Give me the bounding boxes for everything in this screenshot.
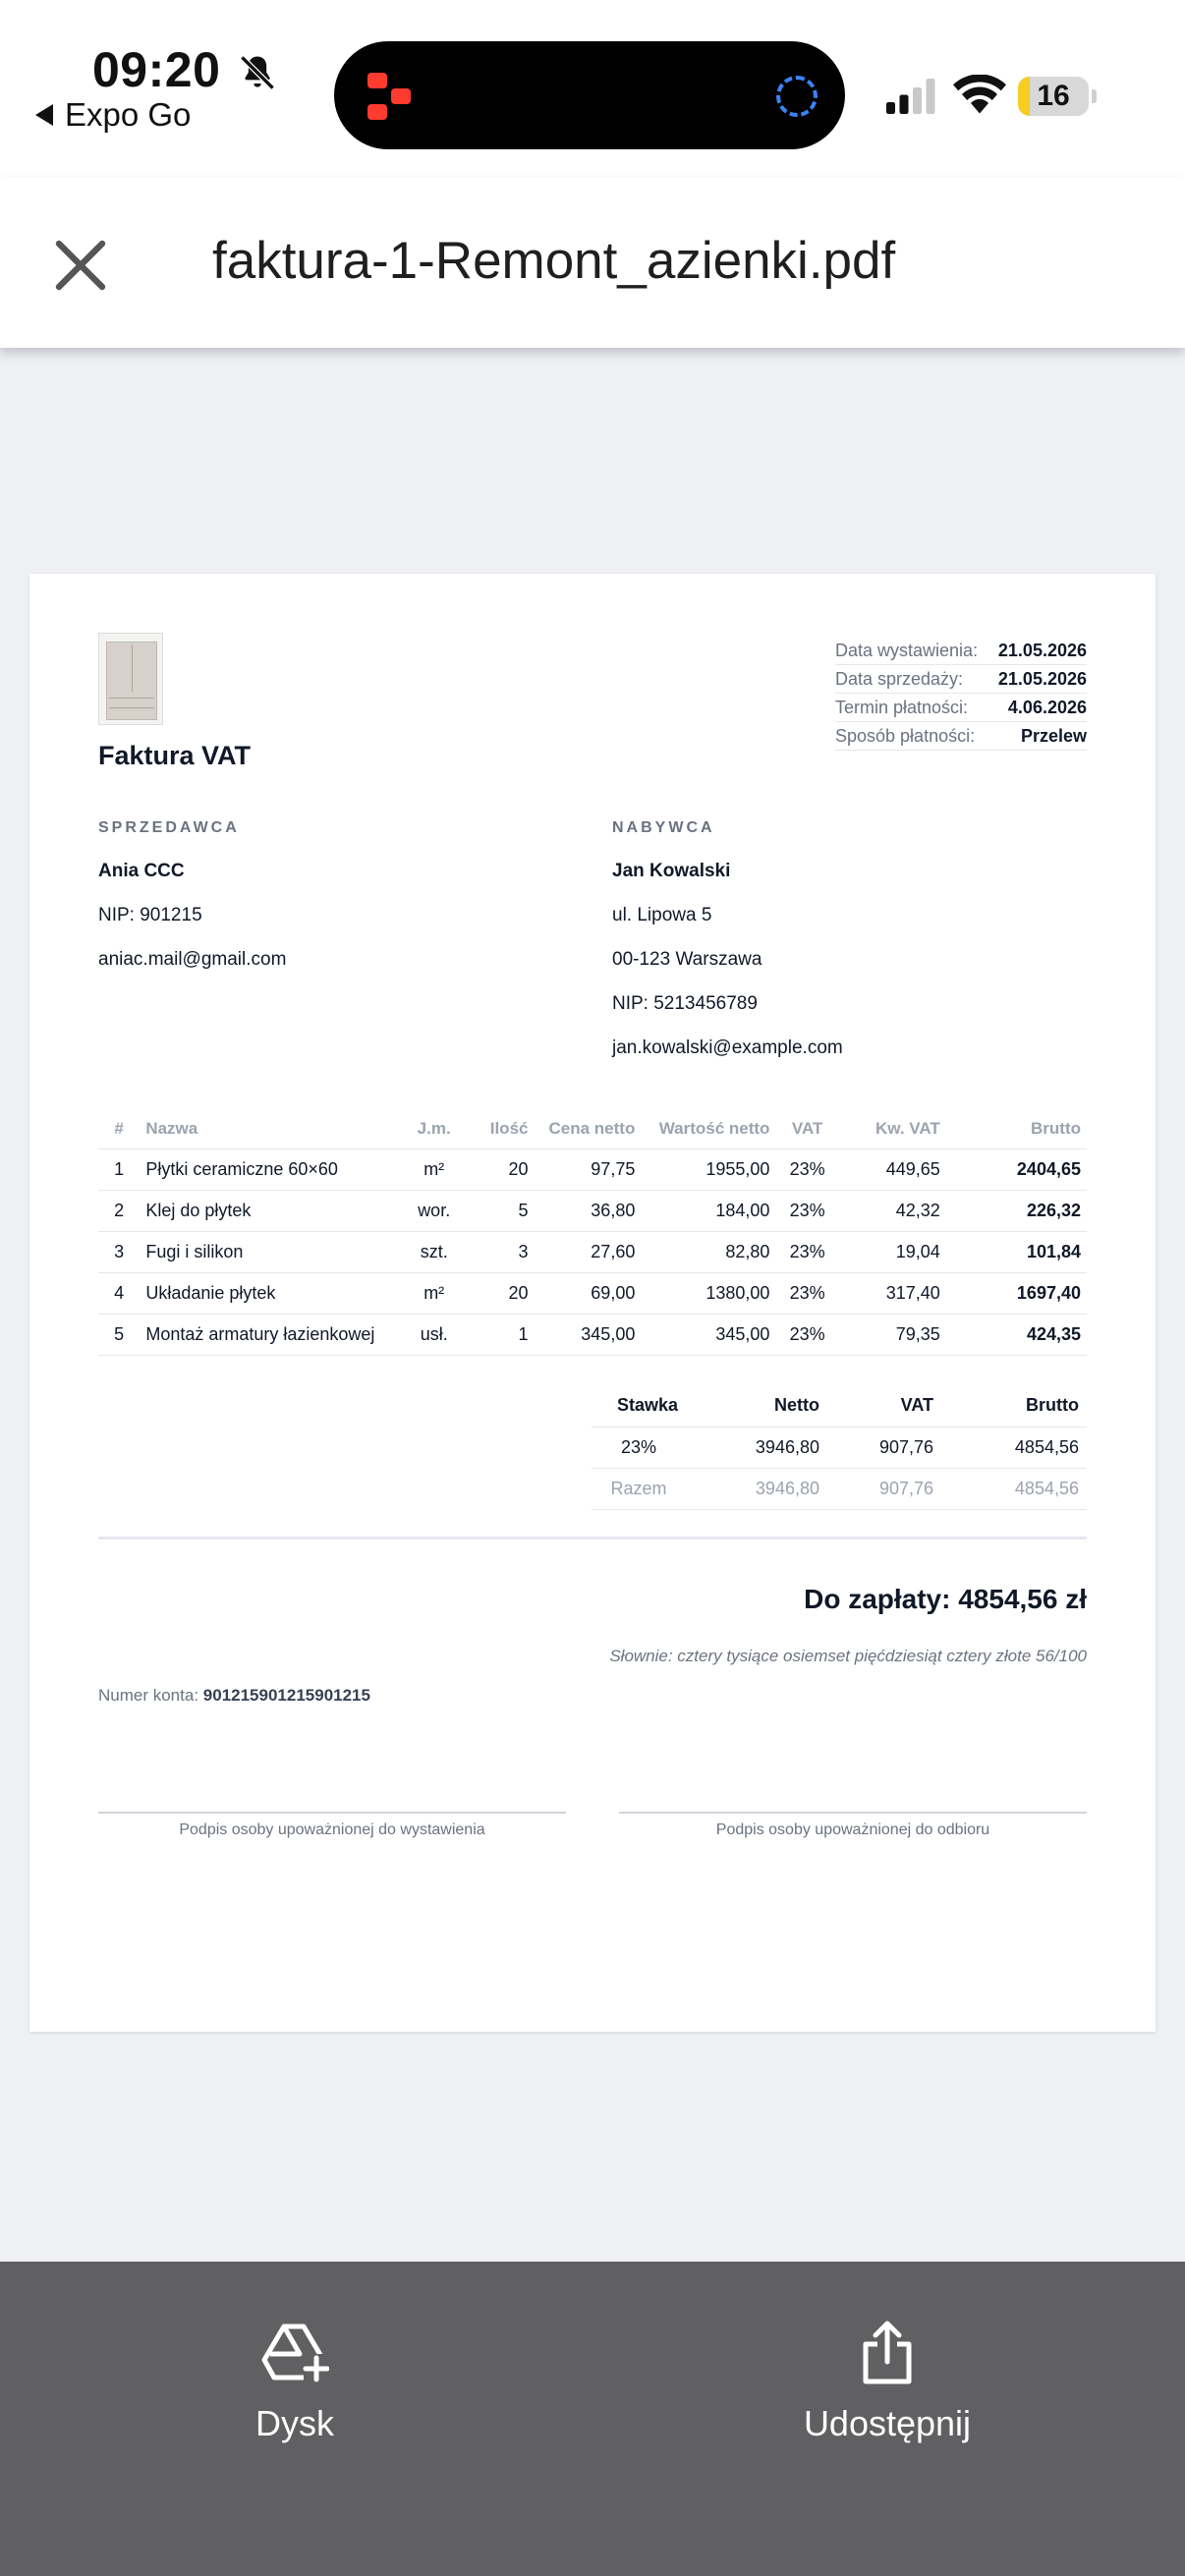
back-app-label: Expo Go [65, 96, 192, 133]
vat-summary-table [592, 1385, 1087, 1510]
signature-issuer: Podpis osoby upoważnionej do wystawienia [98, 1812, 566, 1839]
summary-header-cell: Stawka [616, 1395, 678, 1416]
buyer-city: 00-123 Warszawa [612, 949, 762, 970]
buyer-name: Jan Kowalski [612, 861, 731, 881]
meta-row [835, 637, 1087, 665]
meta-value: Przelew [1020, 726, 1087, 746]
table-cell: 1 [469, 1314, 535, 1355]
buyer-heading: NABYWCA [612, 819, 715, 836]
battery-tip [1092, 89, 1097, 103]
battery-icon [1018, 77, 1089, 116]
amount-due: Do zapłaty: 4854,56 zł [804, 1584, 1087, 1614]
buyer-block [612, 819, 1084, 1082]
column-header: # [98, 1109, 140, 1148]
column-header: Brutto [946, 1109, 1087, 1148]
table-row [98, 1148, 1087, 1190]
table-cell: 19,04 [839, 1231, 946, 1272]
table-cell: usł. [399, 1314, 469, 1355]
dynamic-island [334, 41, 845, 149]
summary-total-cell: Razem [592, 1468, 686, 1509]
items-table [98, 1109, 1087, 1356]
bell-slash-icon [236, 51, 279, 94]
meta-value: 21.05.2026 [997, 641, 1087, 660]
account-number: 901215901215901215 [202, 1686, 370, 1705]
table-cell: 3 [98, 1231, 140, 1272]
amount-in-words: Słownie: cztery tysiące osiemset pięćdziesiąt cztery złote 56/100 [609, 1647, 1087, 1665]
table-cell: 317,40 [839, 1272, 946, 1314]
drive-button[interactable] [147, 2321, 442, 2444]
bottom-action-bar [0, 2262, 1185, 2576]
status-time: 09:20 [92, 42, 221, 97]
table-cell: 97,75 [534, 1148, 641, 1190]
table-cell: Fugi i silikon [140, 1231, 399, 1272]
summary-row [592, 1427, 1087, 1468]
summary-header-cell: VAT [900, 1395, 933, 1416]
items-table-header [98, 1109, 1087, 1148]
share-button[interactable] [740, 2321, 1035, 2444]
back-triangle-icon [35, 104, 53, 126]
buyer-nip: NIP: 5213456789 [612, 993, 758, 1014]
summary-header-cell: Brutto [1026, 1395, 1079, 1416]
table-cell: 4 [98, 1272, 140, 1314]
column-header: Ilość [469, 1109, 535, 1148]
table-row [98, 1314, 1087, 1355]
table-cell: 184,00 [641, 1190, 775, 1231]
summary-cell: 23% [592, 1427, 686, 1468]
buyer-email: jan.kowalski@example.com [612, 1037, 843, 1058]
summary-total-cell: 4854,56 [941, 1468, 1087, 1509]
table-cell: Klej do płytek [140, 1190, 399, 1231]
meta-label: Data sprzedaży: [835, 669, 964, 689]
back-to-app-link[interactable] [35, 96, 191, 134]
table-row [98, 1190, 1087, 1231]
table-cell: 226,32 [946, 1190, 1087, 1231]
meta-row [835, 722, 1087, 751]
table-cell: 424,35 [946, 1314, 1087, 1355]
battery-percent: 16 [1037, 80, 1070, 112]
column-header: VAT [775, 1109, 839, 1148]
summary-total-cell: 907,76 [827, 1468, 941, 1509]
divider [98, 1537, 1087, 1540]
table-cell: 82,80 [641, 1231, 775, 1272]
loading-spinner-icon [776, 76, 818, 117]
meta-label: Termin płatności: [835, 698, 969, 717]
table-cell: 23% [775, 1314, 839, 1355]
summary-total-row [592, 1468, 1087, 1509]
invoice-meta [835, 637, 1087, 751]
table-cell: szt. [399, 1231, 469, 1272]
table-cell: 20 [469, 1272, 535, 1314]
table-cell: 5 [469, 1190, 535, 1231]
signal-icon [886, 79, 939, 114]
column-header: J.m. [399, 1109, 469, 1148]
table-cell: 36,80 [534, 1190, 641, 1231]
seller-name: Ania CCC [98, 861, 185, 881]
table-cell: 69,00 [534, 1272, 641, 1314]
table-cell: 345,00 [534, 1314, 641, 1355]
share-label: Udostępnij [803, 2403, 972, 2443]
table-cell: 449,65 [839, 1148, 946, 1190]
meta-value: 21.05.2026 [997, 669, 1087, 689]
table-cell: wor. [399, 1190, 469, 1231]
column-header: Nazwa [140, 1109, 399, 1148]
bank-account [98, 1686, 370, 1706]
table-cell: 42,32 [839, 1190, 946, 1231]
meta-value: 4.06.2026 [1007, 698, 1087, 717]
buyer-street: ul. Lipowa 5 [612, 905, 712, 925]
table-cell: m² [399, 1272, 469, 1314]
summary-cell: 3946,80 [686, 1427, 827, 1468]
app-activity-icon [364, 69, 419, 124]
meta-label: Data wystawienia: [835, 641, 979, 660]
column-header: Wartość netto [641, 1109, 775, 1148]
table-cell: 23% [775, 1190, 839, 1231]
meta-row [835, 665, 1087, 694]
close-icon[interactable] [51, 236, 110, 295]
seller-email: aniac.mail@gmail.com [98, 949, 287, 970]
viewer-header [0, 177, 1185, 348]
column-header: Kw. VAT [839, 1109, 946, 1148]
column-header: Cena netto [534, 1109, 641, 1148]
table-cell: 1380,00 [641, 1272, 775, 1314]
table-cell: 2404,65 [946, 1148, 1087, 1190]
table-cell: 5 [98, 1314, 140, 1355]
signature-receiver: Podpis osoby upoważnionej do odbioru [619, 1812, 1087, 1839]
table-cell: 1955,00 [641, 1148, 775, 1190]
seller-heading: SPRZEDAWCA [98, 819, 240, 836]
meta-label: Sposób płatności: [835, 726, 976, 746]
summary-cell: 4854,56 [941, 1427, 1087, 1468]
table-cell: 101,84 [946, 1231, 1087, 1272]
share-icon [860, 2321, 915, 2385]
wifi-icon [953, 75, 1006, 114]
table-cell: 27,60 [534, 1231, 641, 1272]
drive-label: Dysk [255, 2403, 334, 2443]
table-cell: 3 [469, 1231, 535, 1272]
invoice-title: Faktura VAT [98, 741, 252, 770]
table-cell: 79,35 [839, 1314, 946, 1355]
drive-add-icon [260, 2321, 329, 2385]
vat-summary-header [592, 1385, 1087, 1427]
table-cell: 345,00 [641, 1314, 775, 1355]
table-cell: 2 [98, 1190, 140, 1231]
table-cell: Montaż armatury łazienkowej [140, 1314, 399, 1355]
table-cell: 1 [98, 1148, 140, 1190]
table-cell: Układanie płytek [140, 1272, 399, 1314]
pdf-page [29, 574, 1156, 2032]
summary-header-cell: Netto [774, 1395, 819, 1416]
table-cell: m² [399, 1148, 469, 1190]
table-cell: 23% [775, 1148, 839, 1190]
summary-cell: 907,76 [827, 1427, 941, 1468]
summary-total-cell: 3946,80 [686, 1468, 827, 1509]
table-cell: 23% [775, 1272, 839, 1314]
table-cell: Płytki ceramiczne 60×60 [140, 1148, 399, 1190]
table-cell: 23% [775, 1231, 839, 1272]
status-bar [0, 0, 1185, 177]
logo-image [98, 633, 163, 725]
meta-row [835, 694, 1087, 722]
seller-block [98, 819, 570, 993]
document-title: faktura-1-Remont_azienki.pdf [212, 232, 896, 290]
table-row [98, 1231, 1087, 1272]
table-cell: 20 [469, 1148, 535, 1190]
table-cell: 1697,40 [946, 1272, 1087, 1314]
seller-nip: NIP: 901215 [98, 905, 202, 925]
table-row [98, 1272, 1087, 1314]
account-label: Numer konta: [98, 1686, 199, 1705]
